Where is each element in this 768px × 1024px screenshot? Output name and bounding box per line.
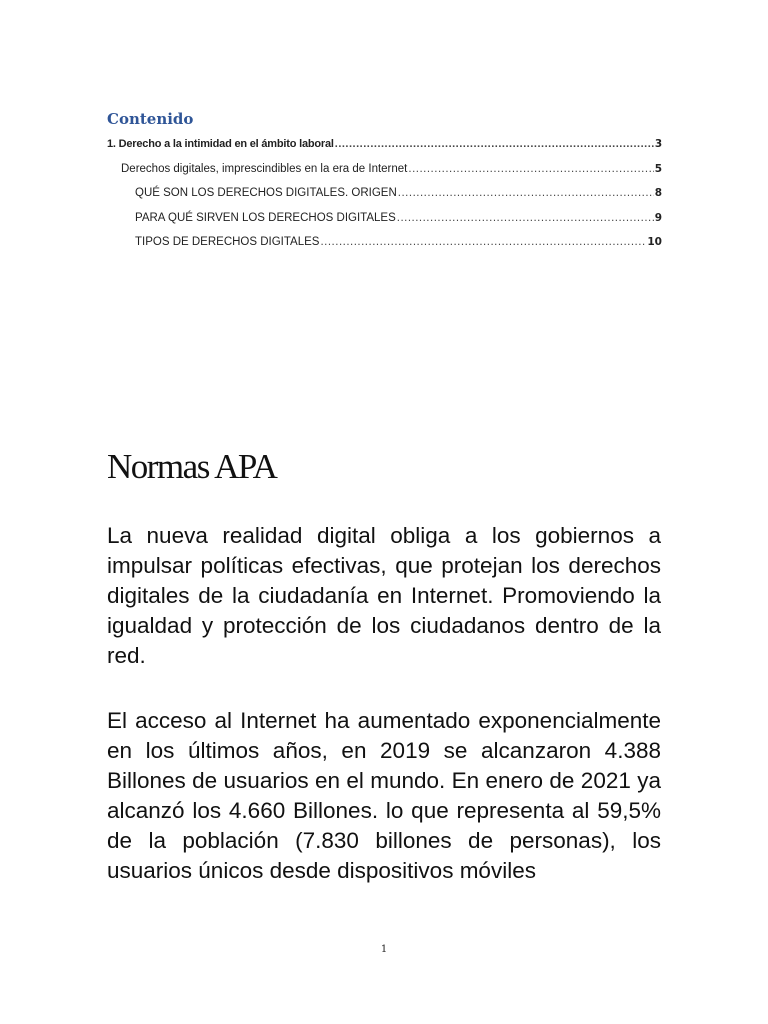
toc-entry-que-son[interactable]	[107, 181, 662, 206]
toc-entry-derechos-digitales[interactable]	[107, 157, 662, 182]
toc-dot-leader	[320, 230, 646, 255]
toc-page-number: 8	[654, 187, 662, 199]
toc-entry-title: PARA QUÉ SIRVEN LOS DERECHOS DIGITALES	[135, 211, 396, 224]
table-of-contents	[107, 108, 662, 255]
toc-entry-title: TIPOS DE DERECHOS DIGITALES	[135, 236, 320, 248]
section-title: Normas APA	[107, 447, 277, 486]
toc-entry-para-que-sirven[interactable]	[107, 206, 662, 231]
toc-dot-leader	[397, 206, 654, 231]
toc-dot-leader	[408, 157, 653, 182]
toc-page-number: 10	[647, 236, 662, 248]
toc-entry-tipos[interactable]	[107, 230, 662, 255]
toc-page-number: 5	[654, 162, 662, 175]
toc-page-number: 3	[654, 138, 662, 150]
toc-entry-title: 1. Derecho a la intimidad en el ámbito laboral	[107, 138, 334, 150]
toc-heading: Contenido	[107, 110, 194, 128]
toc-entry-title: Derechos digitales, imprescindibles en la era de Internet	[121, 162, 408, 175]
toc-page-number: 9	[654, 211, 662, 224]
toc-entry-title: QUÉ SON LOS DERECHOS DIGITALES. ORIGEN	[135, 187, 397, 199]
toc-dot-leader	[398, 181, 654, 206]
body-paragraph: La nueva realidad digital obliga a los gobiernos a impulsar políticas efectivas, que protejan los derechos digitales de la ciudadanía en Internet. Promoviendo la igualdad y protección de los ciudadanos dentro de la red.	[107, 523, 661, 668]
toc-entry-intimidad[interactable]	[107, 132, 662, 157]
body-paragraph: El acceso al Internet ha aumentado exponencialmente en los últimos años, en 2019 se alcanzaron 4.388 Billones de usuarios en el mundo. En enero de 2021 ya alcanzó los 4.660 Billones. lo que representa al 59,5% de la población (7.830 billones de personas), los usuarios únicos desde dispositivos móviles	[107, 708, 661, 883]
page-number: 1	[380, 944, 388, 955]
toc-dot-leader	[335, 132, 654, 157]
